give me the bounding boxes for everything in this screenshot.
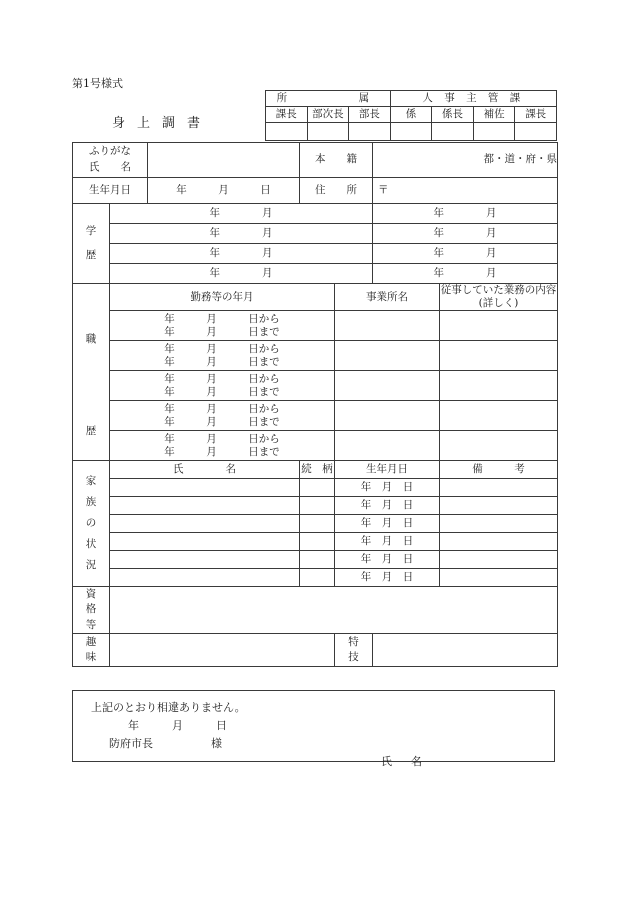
declaration-addressee: 防府市長 [109,737,153,750]
header-family-relation: 続 柄 [300,461,335,479]
label-skill-char-1: 特 [348,635,359,648]
approval-col-kacho1: 課長 [266,107,308,123]
work-from-5: 年 月 日から [164,432,280,445]
field-education-left[interactable]: 年 月 [110,264,373,284]
header-work-duties: 従事していた業務の内容(詳しく) [440,284,557,310]
label-family-char-2: 族 [85,496,97,509]
field-work-office[interactable] [335,341,440,371]
field-qualifications[interactable] [110,587,558,634]
approval-col-bujicho: 部次長 [307,107,349,123]
approval-col-hosa: 補佐 [473,107,515,123]
approval-col-kakari: 係 [390,107,432,123]
field-address[interactable] [373,178,558,204]
label-qual-char-2: 格 [85,603,97,616]
declaration-date[interactable]: 年 月 日 [128,719,227,732]
label-education [73,204,110,284]
label-family-char-4: 状 [85,538,97,551]
row-family-header [73,461,558,479]
row-family-6 [73,569,558,587]
field-family-relation[interactable] [300,515,335,533]
row-education-4 [73,264,558,284]
row-education-2 [73,224,558,244]
approval-col-kacho2: 課長 [515,107,557,123]
field-family-relation[interactable] [300,533,335,551]
label-hobby [73,633,110,666]
field-family-name[interactable] [110,479,300,497]
field-family-relation[interactable] [300,551,335,569]
field-family-name[interactable] [110,569,300,587]
work-from-2: 年 月 日から [164,342,280,355]
field-registry[interactable]: 都・道・府・県 [373,143,558,178]
approval-group-header-row [266,91,557,107]
approval-stamp-cell[interactable] [266,123,308,141]
approval-stamp-cell[interactable] [473,123,515,141]
declaration-box [72,690,555,768]
row-work-5 [73,431,558,461]
field-family-remarks[interactable] [440,551,558,569]
declaration-signature-label[interactable]: 氏 名 [381,755,426,768]
field-family-remarks[interactable] [440,515,558,533]
work-to-1: 年 月 日まで [164,325,280,338]
field-family-birthdate[interactable]: 年 月 日 [335,569,440,587]
field-work-period[interactable] [110,431,335,461]
field-family-name[interactable] [110,533,300,551]
field-education-right[interactable]: 年 月 [373,224,558,244]
field-education-right[interactable]: 年 月 [373,264,558,284]
label-hobby-char-1: 趣 [85,635,97,648]
approval-col-kakaricho: 係長 [432,107,474,123]
approval-stamp-cell[interactable] [432,123,474,141]
approval-table [265,90,557,141]
field-family-name[interactable] [110,515,300,533]
label-family-char-3: の [85,517,97,530]
field-family-name[interactable] [110,497,300,515]
field-family-remarks[interactable] [440,533,558,551]
label-work-char-2: 歴 [85,425,97,438]
row-birth-address [73,178,558,204]
work-from-1: 年 月 日から [164,312,280,325]
row-education-1 [73,204,558,224]
field-family-birthdate[interactable]: 年 月 日 [335,551,440,569]
label-name [73,143,148,178]
field-work-duties[interactable] [440,341,558,371]
approval-stamp-cell[interactable] [515,123,557,141]
postal-code-mark: 〒 [378,183,389,196]
work-to-3: 年 月 日まで [164,385,280,398]
label-name-text: 氏 名 [89,161,131,173]
field-work-duties[interactable] [440,431,558,461]
row-work-2 [73,341,558,371]
approval-group-affiliation: 所 属 [266,91,391,107]
label-qual-char-1: 資 [85,588,97,601]
field-hobby[interactable] [110,633,335,666]
field-education-right[interactable]: 年 月 [373,204,558,224]
work-to-2: 年 月 日まで [164,355,280,368]
approval-stamp-row [266,123,557,141]
field-family-remarks[interactable] [440,479,558,497]
row-name [73,143,558,178]
field-family-name[interactable] [110,551,300,569]
row-qualifications [73,587,558,634]
field-family-remarks[interactable] [440,569,558,587]
row-work-header [73,284,558,311]
field-work-period[interactable] [110,371,335,401]
label-address: 住 所 [300,178,373,204]
field-name[interactable] [148,143,300,178]
field-special-skill[interactable] [373,633,558,666]
label-family-char-5: 況 [85,559,97,572]
label-hobby-char-2: 味 [85,650,97,663]
label-work-history [73,284,110,461]
field-family-relation[interactable] [300,479,335,497]
field-family-relation[interactable] [300,569,335,587]
label-work-char-1: 職 [85,332,97,345]
work-to-5: 年 月 日まで [164,445,280,458]
row-family-5 [73,551,558,569]
label-education-char-1: 学 [85,225,97,238]
field-family-birthdate[interactable]: 年 月 日 [335,533,440,551]
declaration-addressee-line [109,735,222,751]
work-to-4: 年 月 日まで [164,415,280,428]
field-family-birthdate[interactable]: 年 月 日 [335,497,440,515]
row-work-4 [73,401,558,431]
field-work-office[interactable] [335,371,440,401]
label-family-status [73,461,110,587]
field-work-period[interactable] [110,311,335,341]
label-furigana-text: ふりがな [89,145,131,158]
declaration-honorific: 様 [211,737,222,750]
label-birthdate: 生年月日 [73,178,148,204]
page-title: 身上調書 [112,116,213,131]
row-hobby-skill [73,633,558,666]
work-from-3: 年 月 日から [164,372,280,385]
header-family-birthdate: 生年月日 [335,461,440,479]
main-form-table [72,142,558,667]
label-qualifications [73,587,110,634]
row-family-3 [73,515,558,533]
row-family-4 [73,533,558,551]
field-work-period[interactable] [110,401,335,431]
field-family-relation[interactable] [300,497,335,515]
field-work-duties[interactable] [440,311,558,341]
field-work-office[interactable] [335,311,440,341]
field-birthdate[interactable]: 年 月 日 [148,178,300,204]
header-family-name: 氏 名 [110,461,300,479]
field-work-office[interactable] [335,401,440,431]
work-from-4: 年 月 日から [164,402,280,415]
approval-stamp-cell[interactable] [390,123,432,141]
field-family-birthdate[interactable]: 年 月 日 [335,515,440,533]
field-work-office[interactable] [335,431,440,461]
label-qual-char-3: 等 [85,618,97,631]
label-skill-char-2: 技 [348,650,359,663]
row-work-3 [73,371,558,401]
label-family-char-1: 家 [85,475,97,488]
field-family-birthdate[interactable]: 年 月 日 [335,479,440,497]
approval-stamp-cell[interactable] [349,123,391,141]
row-work-1 [73,311,558,341]
field-education-left[interactable]: 年 月 [110,244,373,264]
row-education-3 [73,244,558,264]
field-work-period[interactable] [110,341,335,371]
field-education-left[interactable]: 年 月 [110,204,373,224]
row-family-2 [73,497,558,515]
header-work-office: 事業所名 [335,284,440,311]
label-special-skill [335,633,373,666]
label-registry: 本 籍 [300,143,373,178]
approval-col-bucho: 部長 [349,107,391,123]
approval-group-hr-section: 人 事 主 管 課 [390,91,556,107]
field-family-remarks[interactable] [440,497,558,515]
header-work-period: 勤務等の年月 [110,284,335,311]
field-education-right[interactable]: 年 月 [373,244,558,264]
declaration-statement: 上記のとおり相違ありません。 [91,701,246,714]
label-education-char-2: 歴 [85,248,97,261]
approval-stamp-cell[interactable] [307,123,349,141]
row-family-1 [73,479,558,497]
header-family-remarks: 備 考 [440,461,558,479]
form-number: 第1号様式 [72,77,123,90]
field-education-left[interactable]: 年 月 [110,224,373,244]
field-work-duties[interactable] [440,401,558,431]
approval-column-header-row [266,107,557,123]
field-work-duties[interactable] [440,371,558,401]
